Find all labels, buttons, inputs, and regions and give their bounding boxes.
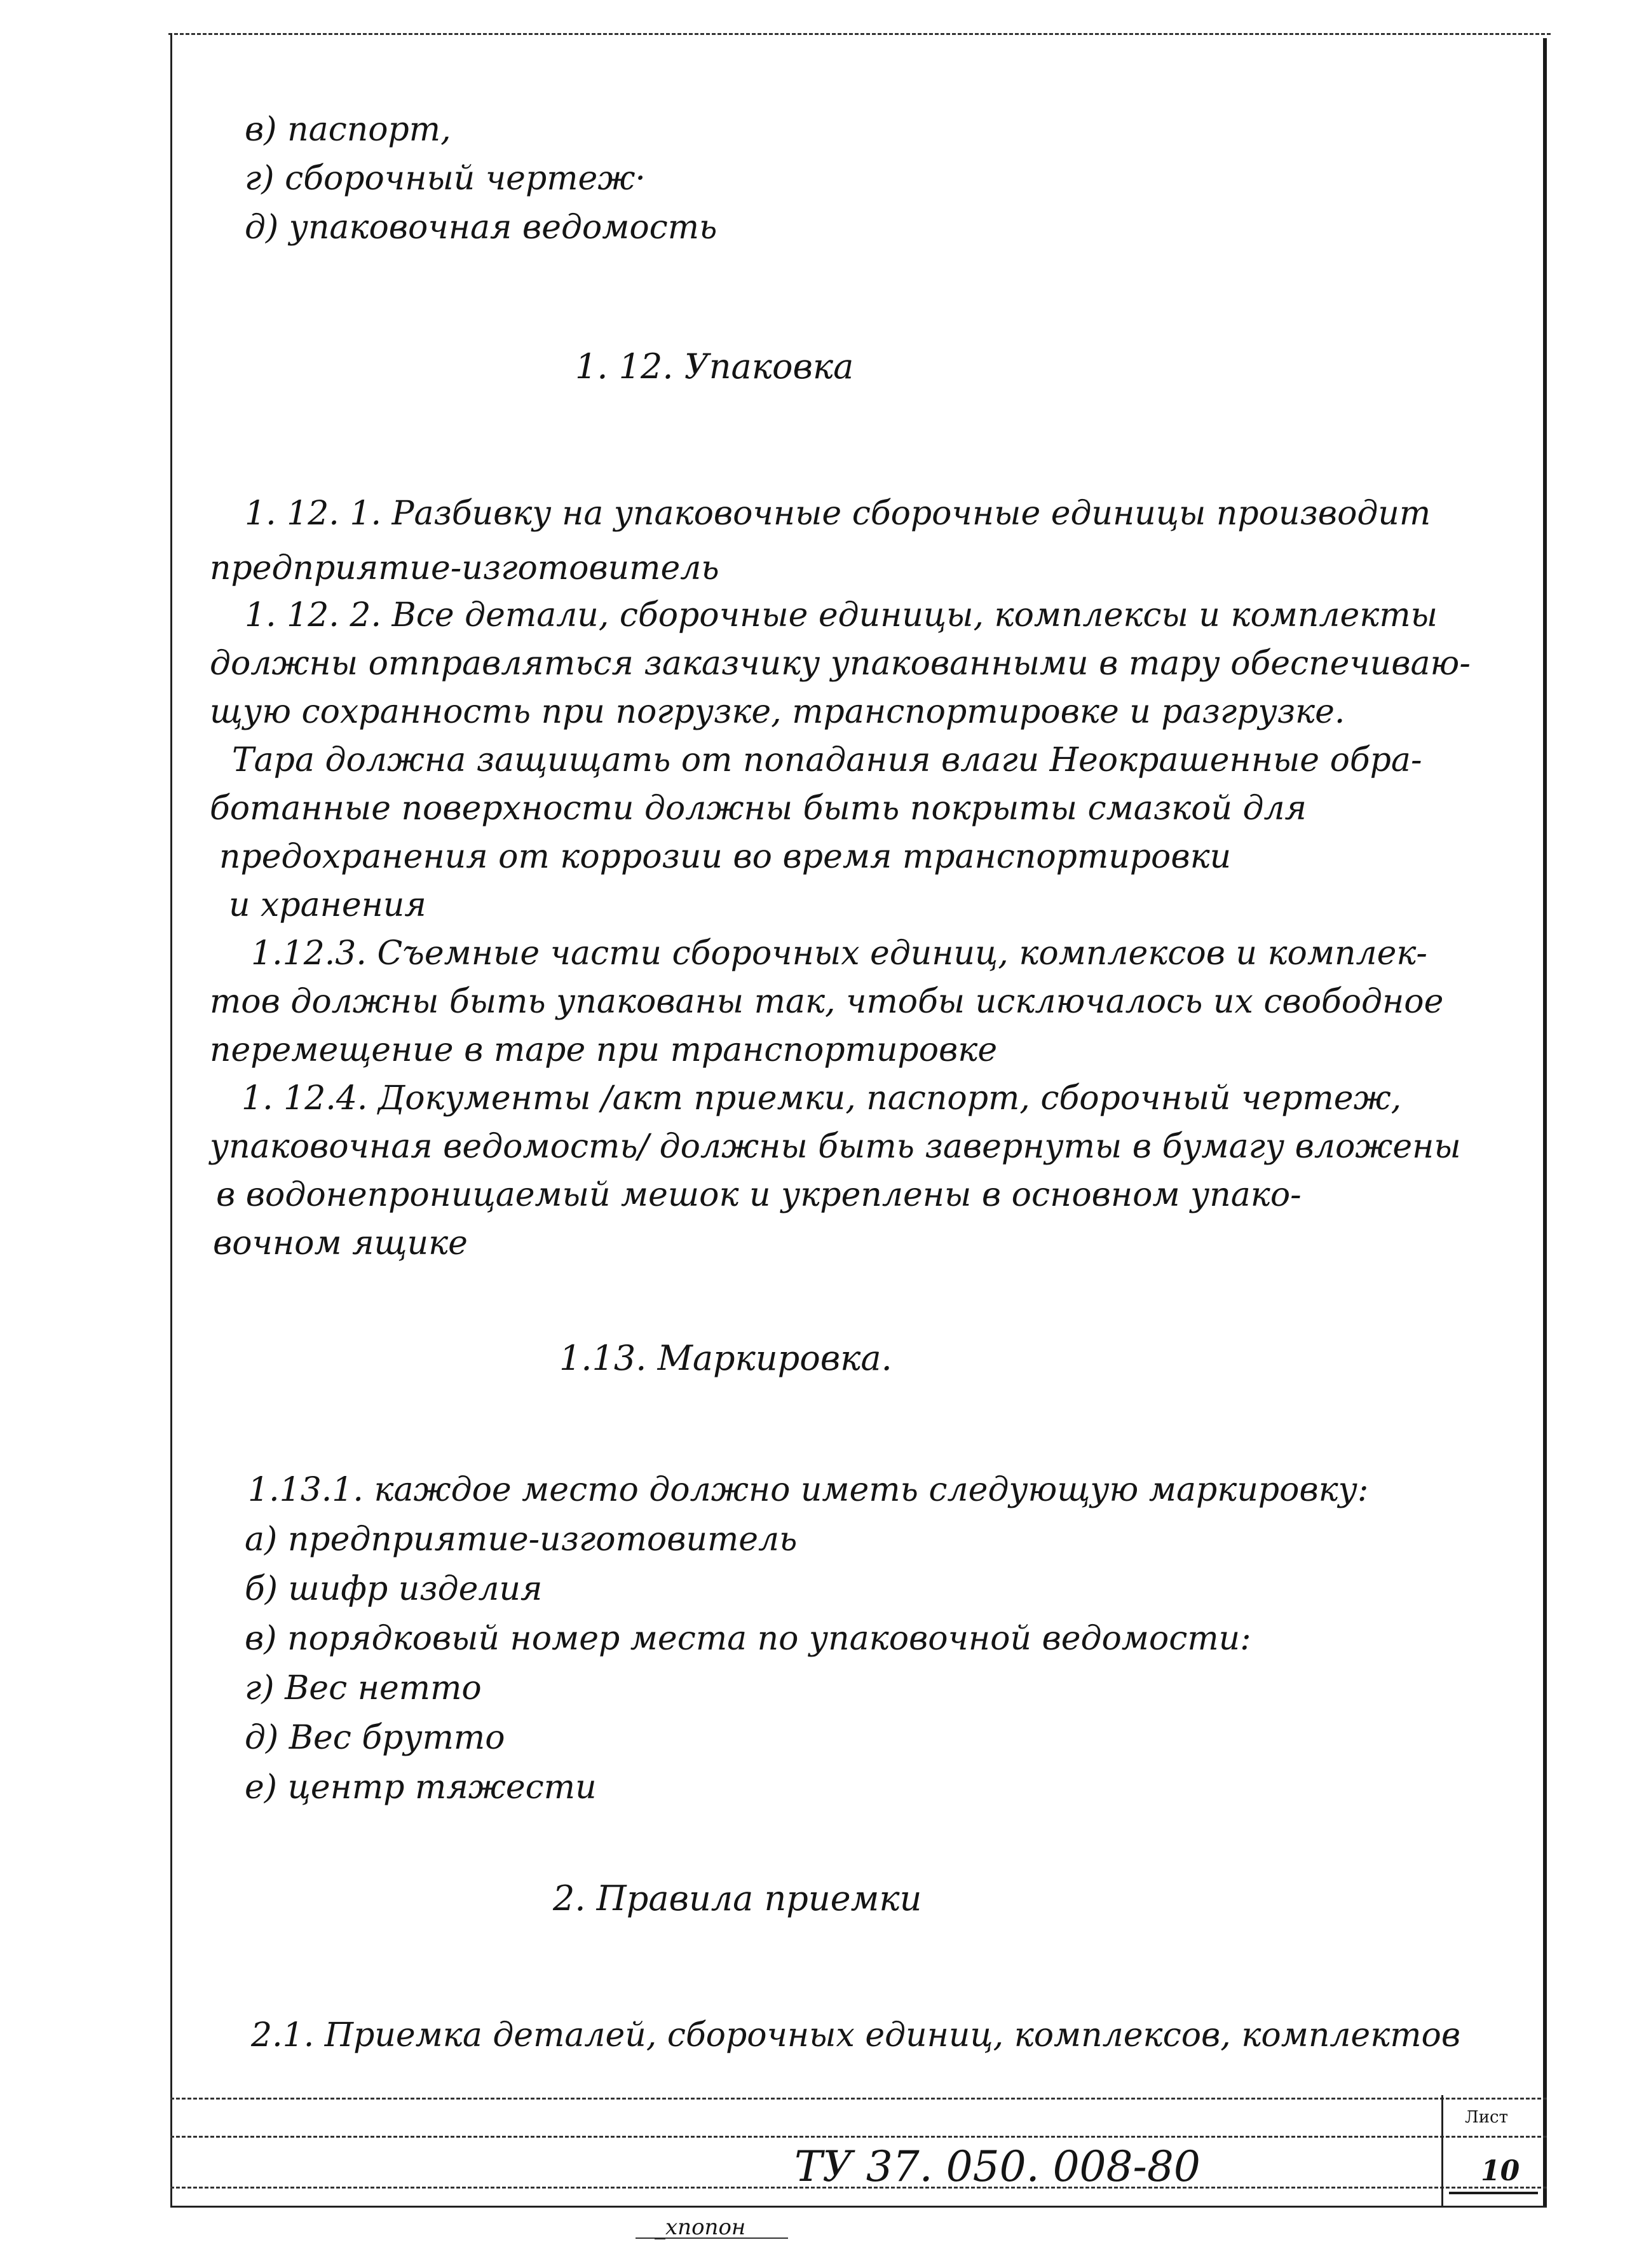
footer-text: _хпопон: [655, 2215, 746, 2240]
text-line: ботанные поверхности должны быть покрыты смазкой для: [210, 789, 1307, 828]
text-line: в водонепроницаемый мешок и укреплены в основном упако-: [216, 1176, 1302, 1214]
text-line: предохранения от коррозии во время транспортировки: [219, 838, 1232, 876]
text-line: 1. 12. 2. Все детали, сборочные единицы, комплексы и комплекты: [245, 596, 1438, 634]
text-line: в) паспорт,: [245, 111, 451, 149]
list-item: д) Вес брутто: [245, 1719, 505, 1757]
text-line: перемещение в таре при транспортировке: [210, 1031, 998, 1069]
text-line: предприятие-изготовитель: [210, 549, 719, 587]
text-line: Тара должна защищать от попадания влаги Неокрашенные обра-: [232, 741, 1422, 779]
document-code: ТУ 37. 050. 008-80: [794, 2142, 1200, 2191]
section-heading: 1.13. Маркировка.: [559, 1338, 892, 1378]
frame-right: [1543, 38, 1547, 2206]
stamp-divider-top: [170, 2098, 1547, 2100]
section-heading: 1. 12. Упаковка: [575, 346, 854, 386]
stamp-divider-middle: [170, 2136, 1547, 2138]
list-item: е) центр тяжести: [245, 1768, 597, 1807]
text-line: г) сборочный чертеж·: [245, 160, 646, 198]
sheet-number: 10: [1481, 2155, 1520, 2187]
sheet-number-underline: [1449, 2192, 1538, 2194]
text-line: 1. 12. 1. Разбивку на упаковочные сборочные единицы производит: [245, 495, 1431, 533]
list-item: г) Вес нетто: [245, 1669, 482, 1707]
sheet-label: Лист: [1465, 2108, 1508, 2127]
text-line: тов должны быть упакованы так, чтобы исключалось их свободное: [210, 983, 1444, 1021]
text-line: щую сохранность при погрузке, транспортировке и разгрузке.: [210, 693, 1345, 731]
text-line: 1.12.3. Съемные части сборочных единиц, комплексов и комплек-: [251, 934, 1427, 973]
text-line: должны отправляться заказчику упакованными в тару обеспечиваю-: [210, 645, 1471, 683]
section-heading: 2. Правила приемки: [553, 1878, 922, 1918]
text-line: д) упаковочная ведомость: [245, 208, 717, 247]
frame-left: [170, 33, 172, 2207]
frame-bottom: [170, 2206, 1547, 2208]
text-line: вочном ящике: [213, 1224, 468, 1262]
text-line: 2.1. Приемка деталей, сборочных единиц, комплексов, комплектов: [251, 2016, 1461, 2054]
text-line: 1.13.1. каждое место должно иметь следующую маркировку:: [248, 1471, 1369, 1509]
list-item: б) шифр изделия: [245, 1570, 543, 1608]
list-item: в) порядковый номер места по упаковочной ведомости:: [245, 1620, 1251, 1658]
text-line: и хранения: [229, 886, 426, 924]
text-line: упаковочная ведомость/ должны быть завернуты в бумагу вложены: [210, 1128, 1461, 1166]
frame-top: [168, 33, 1551, 35]
footer-underline: [636, 2237, 788, 2239]
text-line: 1. 12.4. Документы /акт приемки, паспорт, сборочный чертеж,: [241, 1079, 1402, 1117]
list-item: а) предприятие-изготовитель: [245, 1520, 798, 1559]
